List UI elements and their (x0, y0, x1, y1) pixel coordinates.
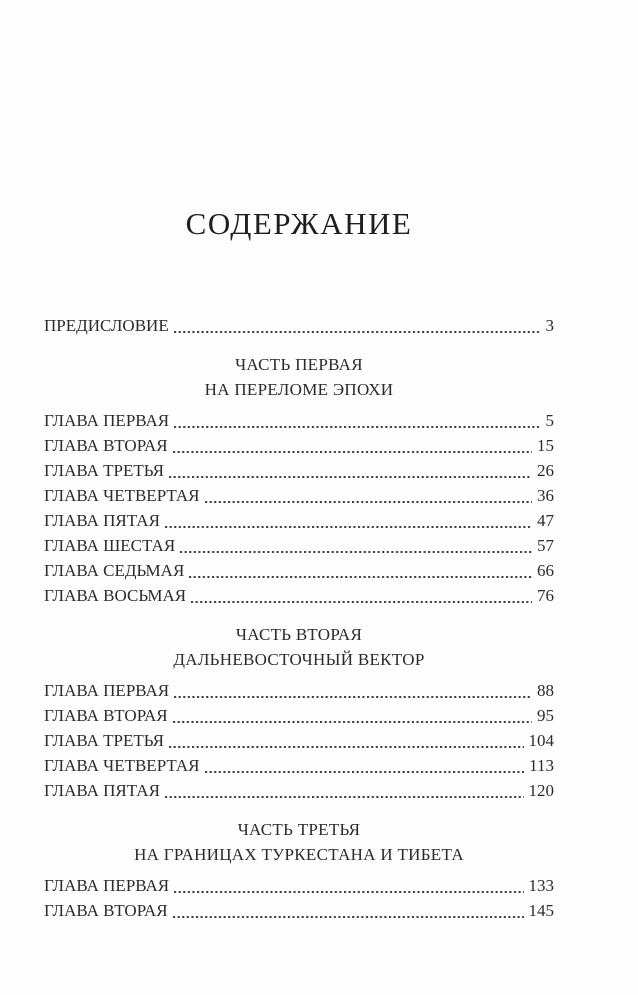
toc-entry-page: 104 (528, 731, 554, 750)
toc-entry (44, 753, 554, 778)
dot-leader (180, 551, 532, 553)
chapter-list (44, 408, 554, 608)
part-title: ЧАСТЬ ВТОРАЯ (235, 625, 363, 644)
dot-leader (173, 721, 532, 723)
dot-leader (165, 526, 532, 528)
chapter-list (44, 678, 554, 803)
toc-entry-page: 133 (528, 876, 554, 895)
dot-leader (174, 891, 523, 893)
dot-leader (205, 501, 532, 503)
dot-leader (173, 916, 524, 918)
part-heading (44, 817, 554, 867)
dot-leader (191, 601, 532, 603)
toc-entry (44, 583, 554, 608)
toc-entry (44, 483, 554, 508)
dot-leader (174, 426, 540, 428)
toc-entry-label: ГЛАВА ВОСЬМАЯ (44, 586, 187, 605)
toc-entry (44, 408, 554, 433)
toc-entry-label: ГЛАВА ЧЕТВЕРТАЯ (44, 486, 200, 505)
toc-entry-page: 3 (545, 316, 554, 335)
toc-entry-page: 113 (529, 756, 554, 775)
toc-entry-label: ГЛАВА СЕДЬМАЯ (44, 561, 185, 580)
toc-entry (44, 558, 554, 583)
toc-entry (44, 433, 554, 458)
toc-entry-label: ГЛАВА ПЕРВАЯ (44, 411, 170, 430)
toc-entry-page: 47 (537, 511, 554, 530)
toc-entry-page: 15 (537, 436, 554, 455)
toc-entry (44, 533, 554, 558)
dot-leader (169, 476, 532, 478)
toc-entry (44, 728, 554, 753)
dot-leader (169, 746, 524, 748)
toc-entry-preface (44, 313, 554, 338)
toc-entry-page: 57 (537, 536, 554, 555)
dot-leader (174, 331, 541, 333)
toc-entry-label: ГЛАВА ПЕРВАЯ (44, 681, 170, 700)
toc-entry-label: ГЛАВА ТРЕТЬЯ (44, 731, 164, 750)
dot-leader (165, 796, 524, 798)
toc-entry (44, 458, 554, 483)
toc-entry-page: 36 (537, 486, 554, 505)
toc-entry-page: 95 (537, 706, 554, 725)
part-subtitle: НА ГРАНИЦАХ ТУРКЕСТАНА И ТИБЕТА (134, 845, 464, 864)
toc-entry-page: 88 (537, 681, 554, 700)
toc-entry (44, 508, 554, 533)
toc-entry (44, 678, 554, 703)
toc-entry-label: ГЛАВА ТРЕТЬЯ (44, 461, 164, 480)
toc-entry-label: ГЛАВА ШЕСТАЯ (44, 536, 176, 555)
toc-entry-page: 120 (528, 781, 554, 800)
toc-entry-label: ГЛАВА ВТОРАЯ (44, 436, 168, 455)
toc-part (44, 352, 554, 608)
toc-parts (44, 352, 554, 923)
toc-entry-page: 26 (537, 461, 554, 480)
toc-entry-label: ГЛАВА ВТОРАЯ (44, 706, 168, 725)
toc-entry-label: ГЛАВА ЧЕТВЕРТАЯ (44, 756, 200, 775)
toc-entry-label: ГЛАВА ВТОРАЯ (44, 901, 168, 920)
toc-entry-label: ПРЕДИСЛОВИЕ (44, 316, 169, 335)
dot-leader (173, 451, 532, 453)
toc-entry (44, 778, 554, 803)
toc-entry-page: 76 (537, 586, 554, 605)
chapter-list (44, 873, 554, 923)
toc-entry-label: ГЛАВА ПЯТАЯ (44, 781, 160, 800)
part-title: ЧАСТЬ ТРЕТЬЯ (237, 820, 361, 839)
toc-entry (44, 898, 554, 923)
toc-part (44, 817, 554, 923)
part-heading (44, 622, 554, 672)
toc-entry (44, 873, 554, 898)
dot-leader (205, 771, 525, 773)
dot-leader (174, 696, 532, 698)
page-title: СОДЕРЖАНИЕ (185, 206, 413, 241)
part-heading (44, 352, 554, 402)
toc-part (44, 622, 554, 803)
toc-list (44, 313, 554, 923)
toc-entry (44, 703, 554, 728)
toc-entry-page: 5 (545, 411, 554, 430)
dot-leader (189, 576, 532, 578)
toc-entry-page: 66 (537, 561, 554, 580)
toc-entry-page: 145 (528, 901, 554, 920)
part-title: ЧАСТЬ ПЕРВАЯ (235, 355, 363, 374)
part-subtitle: НА ПЕРЕЛОМЕ ЭПОХИ (204, 380, 394, 399)
toc-entry-label: ГЛАВА ПЯТАЯ (44, 511, 160, 530)
part-subtitle: ДАЛЬНЕВОСТОЧНЫЙ ВЕКТОР (173, 650, 425, 669)
toc-entry-label: ГЛАВА ПЕРВАЯ (44, 876, 170, 895)
